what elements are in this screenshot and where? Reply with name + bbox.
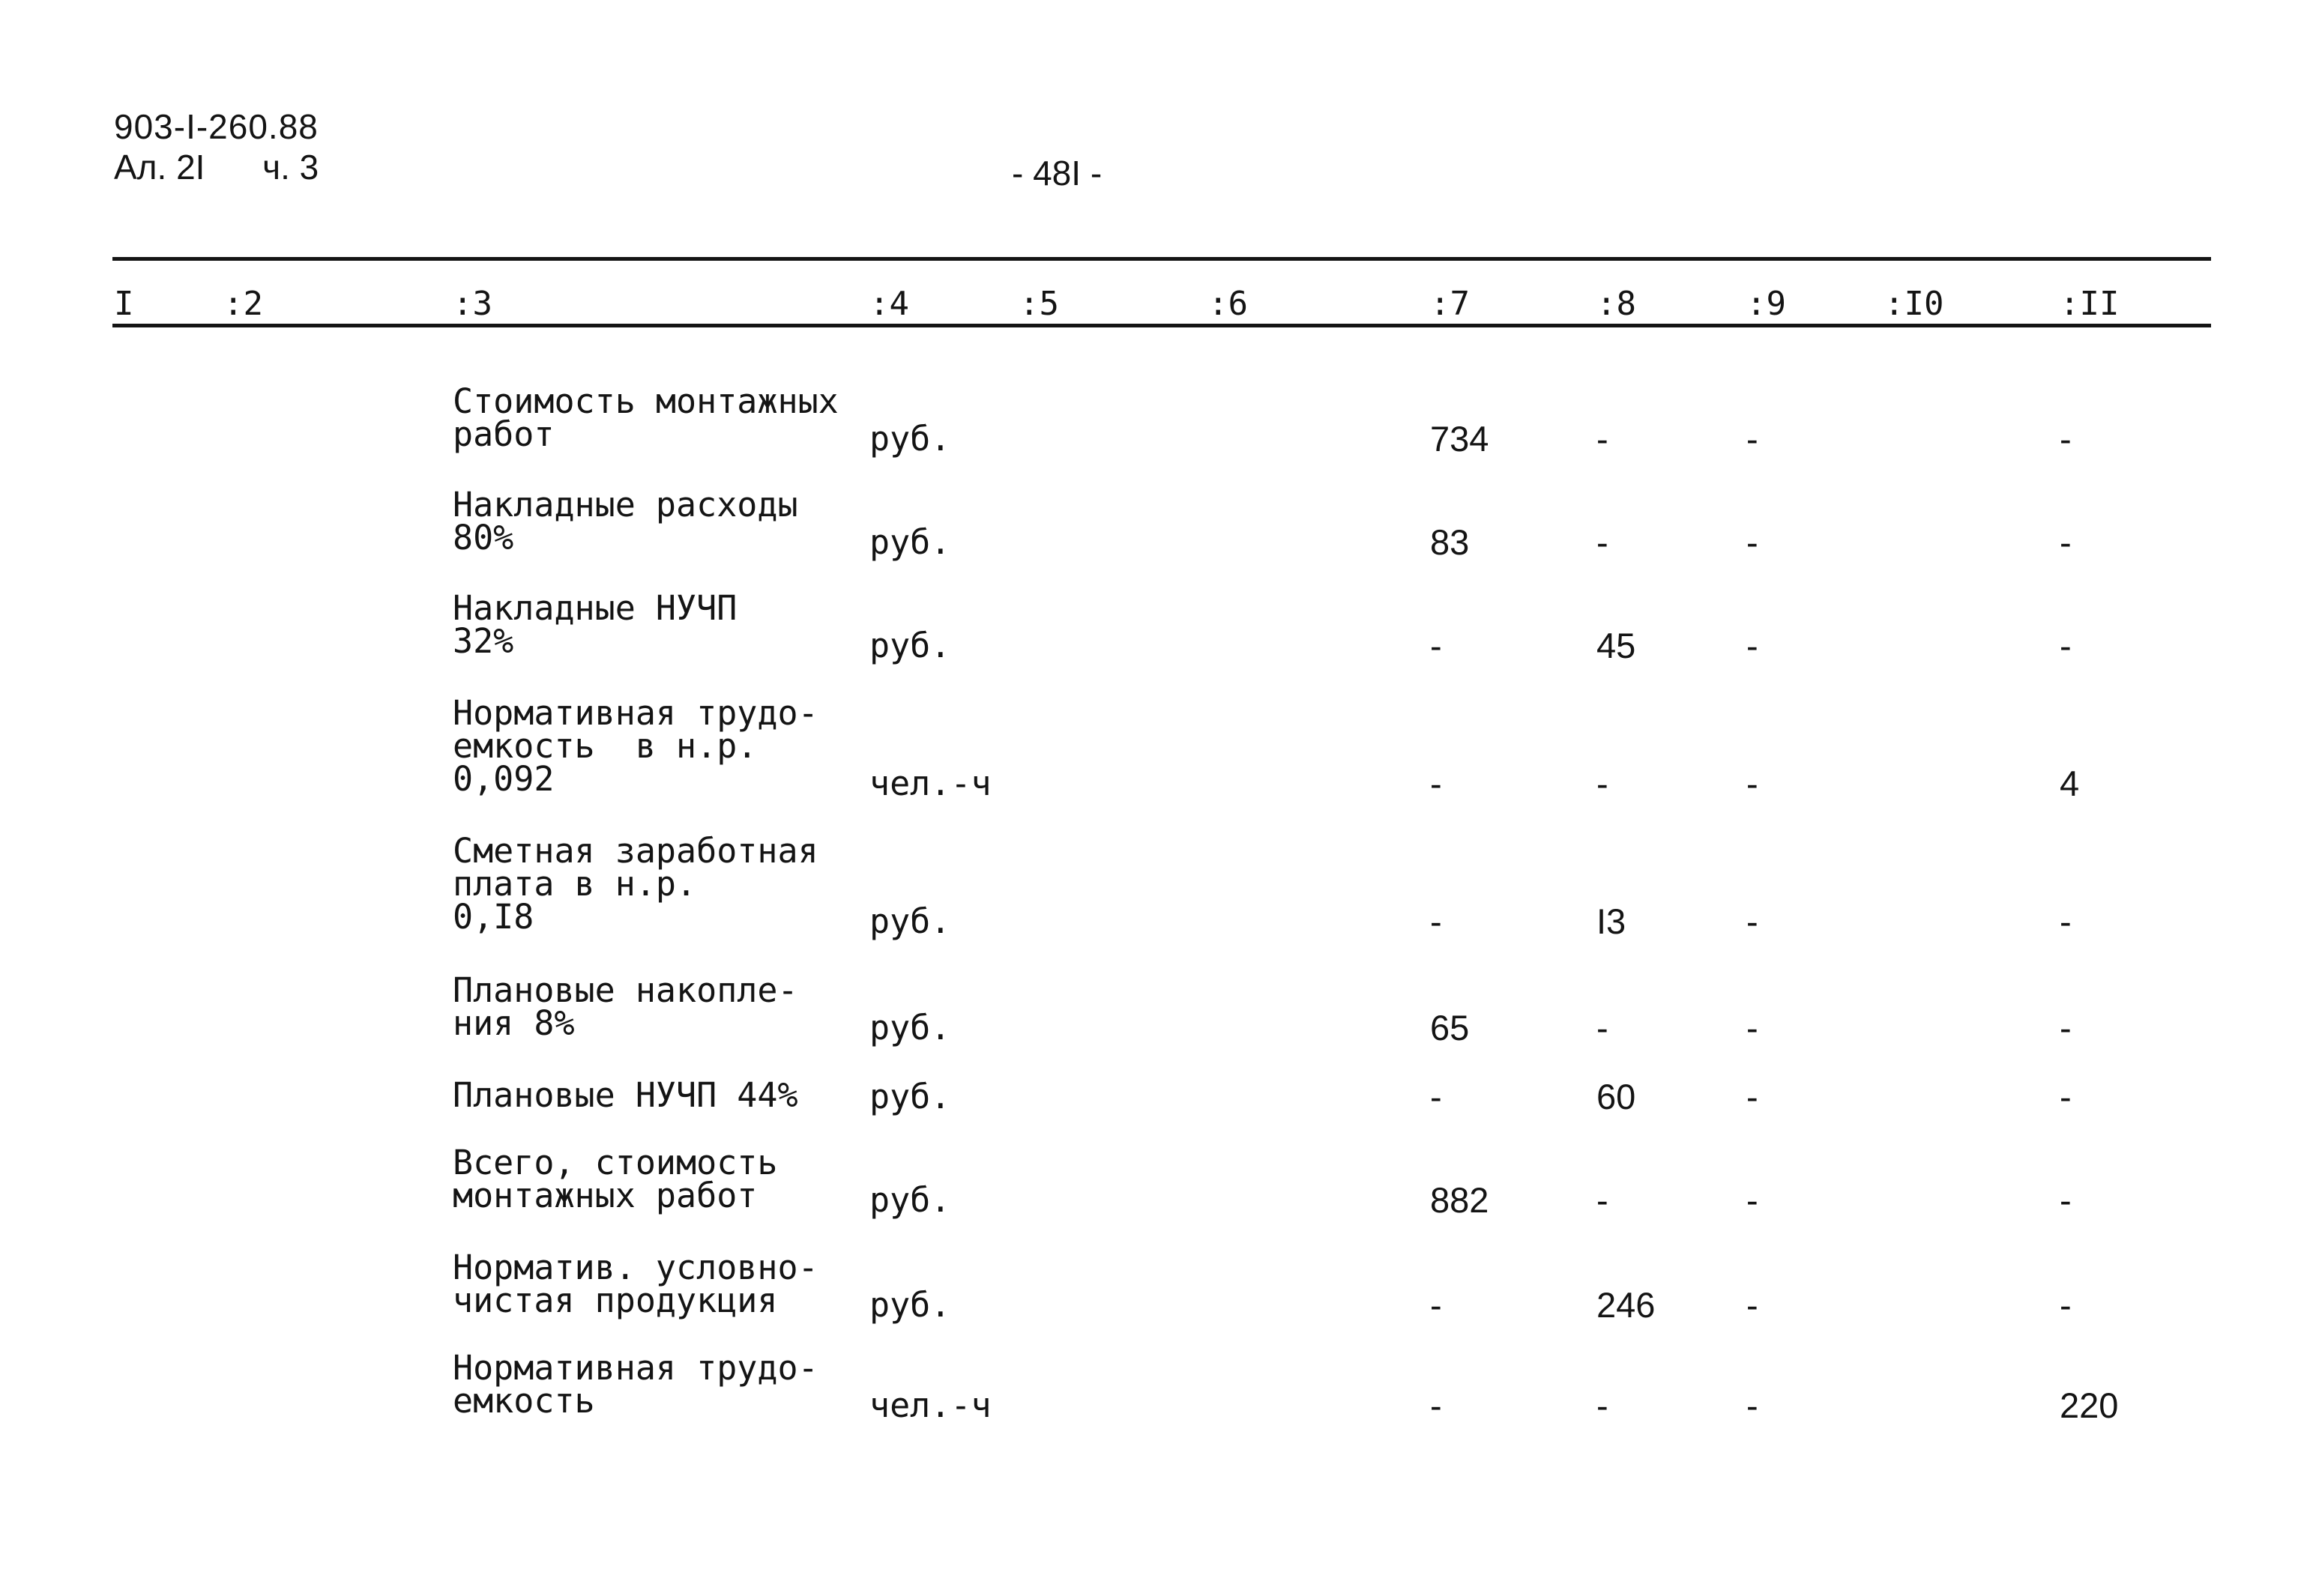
value-cell-c11: - [2060, 1077, 2072, 1116]
value-cell-c9: - [1746, 1285, 1758, 1325]
value-cell-c9: - [1746, 1385, 1758, 1425]
unit-cell: чел.-ч [869, 1385, 992, 1425]
value-cell-c8: - [1596, 1385, 1608, 1425]
column-header: I [114, 285, 134, 323]
table-top-rule [112, 257, 2211, 261]
row-label: Всего, стоимость монтажных работ [453, 1143, 778, 1215]
value-cell-c9: - [1746, 901, 1758, 941]
value-cell-c11: 4 [2060, 764, 2080, 803]
value-cell-c9: - [1746, 1077, 1758, 1116]
row-label: Накладные НУЧП 32% [453, 588, 738, 661]
unit-cell: руб. [869, 1180, 951, 1220]
column-header: :I0 [1884, 285, 1944, 323]
value-cell-c11: - [2060, 1285, 2072, 1325]
value-cell-c8: 45 [1596, 626, 1636, 665]
value-cell-c11: - [2060, 626, 2072, 665]
table-header-rule [112, 324, 2211, 327]
value-cell-c11: 220 [2060, 1385, 2119, 1425]
value-cell-c9: - [1746, 419, 1758, 459]
value-cell-c7: - [1430, 1285, 1442, 1325]
value-cell-c8: 246 [1596, 1285, 1656, 1325]
unit-cell: руб. [869, 626, 951, 665]
row-label: Нормативная трудо- емкость в н.р. 0,092 [453, 693, 818, 799]
value-cell-c9: - [1746, 764, 1758, 803]
value-cell-c8: 60 [1596, 1077, 1636, 1116]
value-cell-c7: - [1430, 626, 1442, 665]
value-cell-c8: - [1596, 419, 1608, 459]
row-label: Плановые НУЧП 44% [453, 1075, 798, 1115]
value-cell-c11: - [2060, 1008, 2072, 1048]
value-cell-c7: 734 [1430, 419, 1489, 459]
value-cell-c9: - [1746, 1008, 1758, 1048]
value-cell-c11: - [2060, 419, 2072, 459]
value-cell-c8: - [1596, 1008, 1608, 1048]
row-label: Плановые накопле- ния 8% [453, 970, 798, 1043]
row-label: Нормативная трудо- емкость [453, 1348, 818, 1421]
row-label: Стоимость монтажных работ [453, 381, 839, 454]
column-header: :8 [1596, 285, 1636, 323]
value-cell-c7: 65 [1430, 1008, 1470, 1048]
value-cell-c9: - [1746, 1180, 1758, 1220]
value-cell-c7: 882 [1430, 1180, 1489, 1220]
column-header: :6 [1208, 285, 1248, 323]
unit-cell: чел.-ч [869, 764, 992, 803]
value-cell-c8: I3 [1596, 901, 1626, 941]
value-cell-c8: - [1596, 522, 1608, 562]
sheet-label: Ал. 2I [114, 148, 205, 187]
part-label: ч. 3 [262, 148, 319, 187]
column-header: :II [2060, 285, 2120, 323]
value-cell-c11: - [2060, 522, 2072, 562]
value-cell-c7: - [1430, 764, 1442, 803]
sheet-info [114, 148, 319, 187]
column-header: :2 [223, 285, 263, 323]
value-cell-c7: 83 [1430, 522, 1470, 562]
unit-cell: руб. [869, 1077, 951, 1116]
unit-cell: руб. [869, 901, 951, 941]
page-number: - 48I - [1012, 154, 1103, 193]
unit-cell: руб. [869, 1008, 951, 1048]
unit-cell: руб. [869, 419, 951, 459]
column-header: :7 [1430, 285, 1470, 323]
document-code: 903-I-260.88 [114, 107, 319, 146]
unit-cell: руб. [869, 522, 951, 562]
row-label: Накладные расходы 80% [453, 485, 798, 557]
value-cell-c11: - [2060, 1180, 2072, 1220]
column-header: :9 [1746, 285, 1786, 323]
unit-cell: руб. [869, 1285, 951, 1325]
column-header: :4 [869, 285, 909, 323]
value-cell-c8: - [1596, 764, 1608, 803]
value-cell-c7: - [1430, 1385, 1442, 1425]
column-header: :5 [1019, 285, 1059, 323]
row-label: Сметная заработная плата в н.р. 0,I8 [453, 831, 818, 937]
value-cell-c7: - [1430, 1077, 1442, 1116]
value-cell-c9: - [1746, 626, 1758, 665]
value-cell-c11: - [2060, 901, 2072, 941]
row-label: Норматив. условно- чистая продукция [453, 1248, 818, 1320]
column-header: :3 [453, 285, 492, 323]
value-cell-c9: - [1746, 522, 1758, 562]
value-cell-c8: - [1596, 1180, 1608, 1220]
value-cell-c7: - [1430, 901, 1442, 941]
